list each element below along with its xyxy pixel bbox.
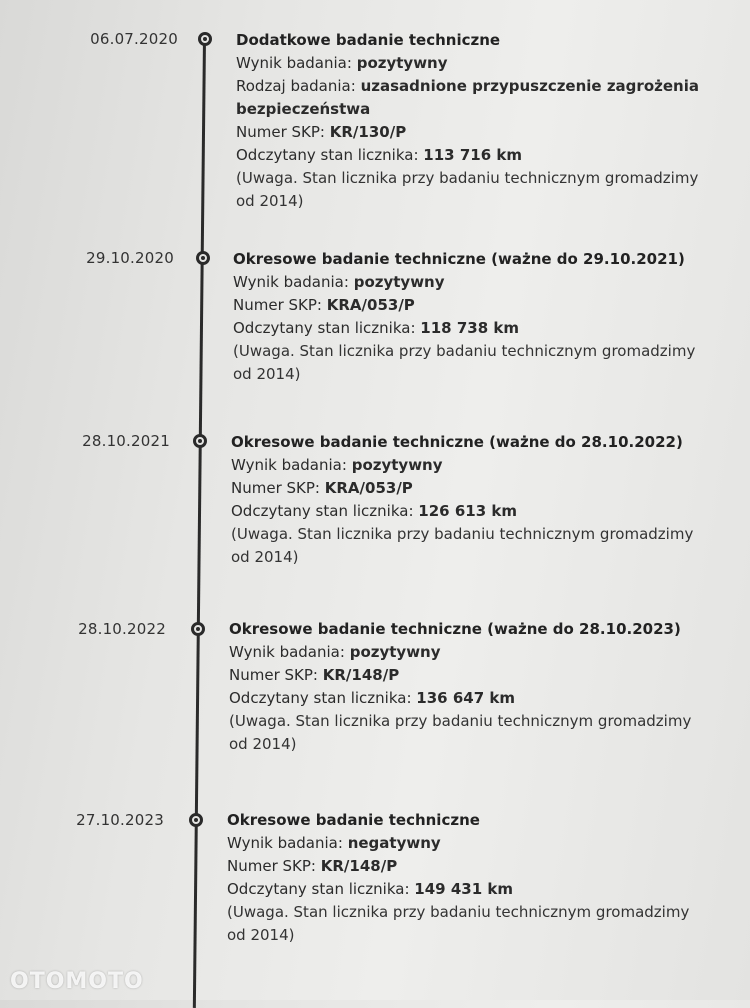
result-value: pozytywny: [349, 643, 441, 661]
type-value: uzasadnione przypuszczenie zagrożenia bezpieczeństwa: [236, 77, 699, 118]
entry-date: 28.10.2021: [82, 432, 170, 450]
skp-value: KR/148/P: [322, 666, 400, 684]
result-row: [233, 271, 703, 294]
odometer-row: [233, 317, 703, 340]
result-value: negatywny: [347, 834, 441, 852]
odometer-value: 136 647 km: [416, 689, 515, 707]
result-label: Wynik badania:: [233, 273, 349, 291]
odometer-note: (Uwaga. Stan licznika przy badaniu technicznym gromadzimy od 2014): [227, 903, 690, 944]
entry-date: 06.07.2020: [90, 30, 178, 48]
timeline-dot-icon: [193, 434, 207, 448]
timeline-dot-icon: [198, 32, 212, 46]
timeline-dot-icon: [189, 813, 203, 827]
odometer-note: (Uwaga. Stan licznika przy badaniu technicznym gromadzimy od 2014): [236, 169, 699, 210]
result-row: [231, 454, 701, 477]
odometer-note: (Uwaga. Stan licznika przy badaniu technicznym gromadzimy od 2014): [229, 712, 692, 753]
odometer-row: [227, 878, 697, 901]
timeline-dot-icon: [196, 251, 210, 265]
result-value: pozytywny: [356, 54, 448, 72]
entry-details: [227, 809, 697, 947]
odometer-note: (Uwaga. Stan licznika przy badaniu technicznym gromadzimy od 2014): [233, 342, 696, 383]
odometer-label: Odczytany stan licznika:: [227, 880, 410, 898]
odometer-label: Odczytany stan licznika:: [233, 319, 416, 337]
result-row: [229, 641, 699, 664]
odometer-label: Odczytany stan licznika:: [236, 146, 419, 164]
skp-label: Numer SKP:: [231, 479, 320, 497]
entry-details: [233, 248, 703, 386]
entry-date: 28.10.2022: [78, 620, 166, 638]
result-label: Wynik badania:: [231, 456, 347, 474]
result-label: Wynik badania:: [229, 643, 345, 661]
odometer-row: [229, 687, 699, 710]
otomoto-watermark-logo: OTOMOTO: [10, 969, 144, 994]
entry-date: 29.10.2020: [86, 249, 174, 267]
skp-value: KRA/053/P: [326, 296, 415, 314]
entry-title: Dodatkowe badanie techniczne: [236, 31, 501, 49]
odometer-label: Odczytany stan licznika:: [231, 502, 414, 520]
odometer-note: (Uwaga. Stan licznika przy badaniu technicznym gromadzimy od 2014): [231, 525, 694, 566]
skp-row: [231, 477, 701, 500]
type-label: Rodzaj badania:: [236, 77, 356, 95]
skp-row: [233, 294, 703, 317]
odometer-value: 126 613 km: [418, 502, 517, 520]
odometer-value: 118 738 km: [420, 319, 519, 337]
entry-details: [236, 29, 706, 213]
result-row: [236, 52, 706, 75]
entry-details: [229, 618, 699, 756]
entry-details: [231, 431, 701, 569]
entry-title: Okresowe badanie techniczne (ważne do 29.10.2021): [233, 250, 685, 268]
result-value: pozytywny: [351, 456, 443, 474]
result-value: pozytywny: [353, 273, 445, 291]
skp-label: Numer SKP:: [229, 666, 318, 684]
skp-value: KR/130/P: [329, 123, 407, 141]
entry-date: 27.10.2023: [76, 811, 164, 829]
skp-label: Numer SKP:: [233, 296, 322, 314]
type-row: [236, 75, 706, 121]
skp-row: [236, 121, 706, 144]
skp-label: Numer SKP:: [236, 123, 325, 141]
entry-title: Okresowe badanie techniczne: [227, 811, 480, 829]
odometer-row: [231, 500, 701, 523]
odometer-row: [236, 144, 706, 167]
result-row: [227, 832, 697, 855]
odometer-value: 149 431 km: [414, 880, 513, 898]
skp-label: Numer SKP:: [227, 857, 316, 875]
entry-title: Okresowe badanie techniczne (ważne do 28.10.2023): [229, 620, 681, 638]
skp-value: KR/148/P: [320, 857, 398, 875]
result-label: Wynik badania:: [227, 834, 343, 852]
odometer-value: 113 716 km: [423, 146, 522, 164]
skp-row: [227, 855, 697, 878]
skp-row: [229, 664, 699, 687]
skp-value: KRA/053/P: [324, 479, 413, 497]
timeline-dot-icon: [191, 622, 205, 636]
odometer-label: Odczytany stan licznika:: [229, 689, 412, 707]
entry-title: Okresowe badanie techniczne (ważne do 28.10.2022): [231, 433, 683, 451]
result-label: Wynik badania:: [236, 54, 352, 72]
timeline-line: [193, 38, 206, 1008]
